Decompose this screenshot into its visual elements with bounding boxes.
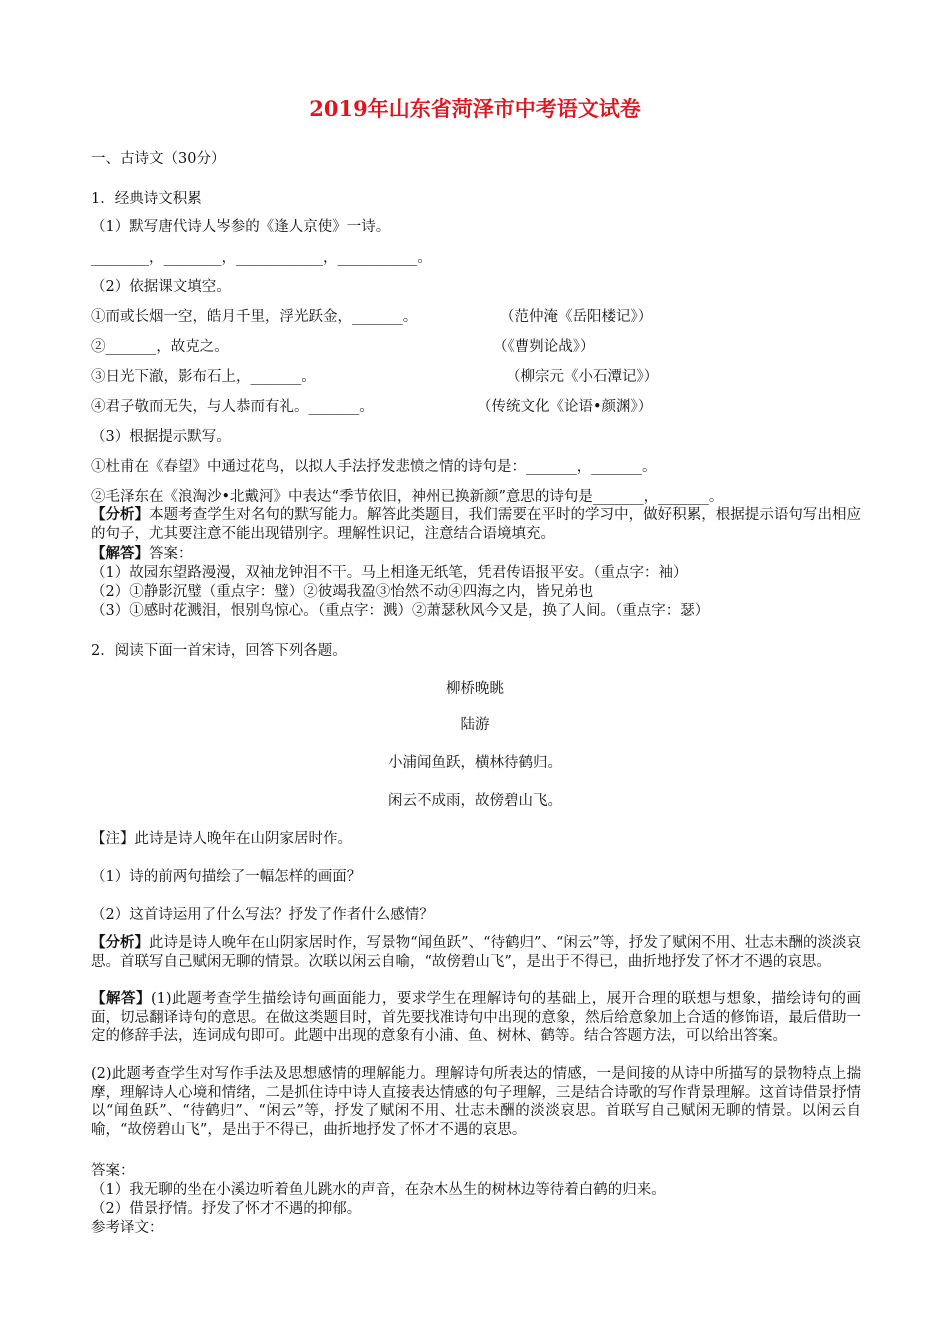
question-1-3: （3）根据提示默写。 [91,429,231,445]
analysis-2 [91,934,861,971]
fill-line-d-source: （传统文化《论语•颜渊》） [477,399,653,415]
translation-label: 参考译文： [91,1220,164,1236]
fill-line-b: ②_______，故克之。 [91,339,229,355]
answer-1-line-2: （2）①静影沉璧（重点字：璧）②彼竭我盈③怡然不动④四海之内，皆兄弟也 [91,584,594,600]
answer-1-line-3: （3）①感时花溅泪，恨别鸟惊心。（重点字：溅）②萧瑟秋风今又是，换了人间。（重点字：瑟） [91,603,710,619]
question-2-heading: 2．阅读下面一首宋诗，回答下列各题。 [91,643,347,659]
answer-2-part-1 [91,990,861,1046]
question-1-2: （2）依据课文填空。 [91,279,231,295]
section-heading: 一、古诗文（30分） [91,151,226,167]
page-title: 2019年山东省菏泽市中考语文试卷 [309,96,641,121]
question-1-1: （1）默写唐代诗人岑参的《逢人京使》一诗。 [91,219,391,235]
analysis-1-text: 本题考查学生对名句的默写能力。解答此类题目，我们需要在平时的学习中，做好积累，根据提示语句写出相应的句子，尤其要注意不能出现错别字。理解性识记，注意结合语境填充。 [91,507,862,542]
analysis-1-label: 【分析】 [91,506,150,523]
poem-line-2: 闲云不成雨，故傍碧山飞。 [388,793,562,809]
question-2-1: （1）诗的前两句描绘了一幅怎样的画面？ [91,869,362,885]
answer-1-text: 答案： [149,546,193,562]
poem-author: 陆游 [460,717,490,733]
answer-2-line-1: （1）我无聊的坐在小溪边听着鱼儿跳水的声音，在杂木丛生的树林边等待着白鹤的归来。 [91,1182,666,1198]
answer-2-label: 【解答】 [91,990,151,1007]
answer-2-part-1-text: (1)此题考查学生描绘诗句画面能力，要求学生在理解诗句的基础上，展开合理的联想与想象，描绘诗句的画面，切忌翻译诗句的意思。在做这类题目时，首先要找准诗句中出现的意象，然后给意象加上合适的修饰语，最后借助一定的修辞手法，连词成句即可。此题中出现的意象有小浦、鱼、树林、鹤等。结合答题方法，可以给出答案。 [91,991,862,1044]
question-2-2: （2）这首诗运用了什么写法？抒发了作者什么感情？ [91,907,434,923]
answer-1-heading [91,545,193,563]
analysis-2-text: 此诗是诗人晚年在山阴家居时作，写景物“闻鱼跃”、“待鹤归”、“闲云”等，抒发了赋闲不用、壮志未酬的淡淡哀思。首联写自己赋闲无聊的情景。次联以闲云自喻，“故傍碧山飞”，是出于不得已，曲折地抒发了怀才不遇的哀思。 [91,935,861,970]
poem-title: 柳桥晚眺 [446,681,504,697]
answer-2-answer-label: 答案： [91,1163,135,1179]
question-1-1-blanks: ________，________，____________，___________。 [91,250,432,266]
poem-line-1: 小浦闻鱼跃，横林待鹤归。 [388,755,562,771]
fill-line-a-source: （范仲淹《岳阳楼记》） [500,309,653,325]
answer-2-line-2: （2）借景抒情。抒发了怀才不遇的抑郁。 [91,1201,362,1217]
fill-line-d: ④君子敬而无失，与人恭而有礼。_______。 [91,399,374,415]
analysis-1 [91,506,861,543]
hint-line-a: ①杜甫在《春望》中通过花鸟，以拟人手法抒发悲愤之情的诗句是：_______，_______。 [91,459,657,475]
answer-1-line-1: （1）故园东望路漫漫，双袖龙钟泪不干。马上相逢无纸笔，凭君传语报平安。（重点字：袖） [91,565,688,581]
fill-line-a: ①而或长烟一空，皓月千里，浮光跃金，_______。 [91,309,418,325]
fill-line-c: ③日光下澈，影布石上，_______。 [91,369,316,385]
poem-note: 【注】此诗是诗人晚年在山阴家居时作。 [91,831,352,847]
question-1-heading: 1．经典诗文积累 [91,191,202,207]
analysis-2-label: 【分析】 [91,934,150,951]
answer-2-part-2: (2)此题考查学生对写作手法及思想感情的理解能力。理解诗句所表达的情感，一是间接的从诗中所描写的景物特点上揣摩，理解诗人心境和情绪，二是抓住诗中诗人直接表达情感的句子理解，三是结合诗歌的写作背景理解。这首诗借景抒情以“闻鱼跃”、“待鹤归”、“闲云”等，抒发了赋闲不用、壮志未酬的淡淡哀思。首联写自己赋闲无聊的情景。以闲云自喻，“故傍碧山飞”，是出于不得已，曲折地抒发了怀才不遇的哀思。 [91,1066,861,1138]
hint-line-b: ②毛泽东在《浪淘沙•北戴河》中表达“季节依旧，神州已换新颜”意思的诗句是_______，_______。 [91,489,724,505]
fill-line-b-source: （《曹刿论战》） [493,339,595,355]
fill-line-c-source: （柳宗元《小石潭记》） [506,369,659,385]
answer-1-label: 【解答】 [91,545,149,562]
